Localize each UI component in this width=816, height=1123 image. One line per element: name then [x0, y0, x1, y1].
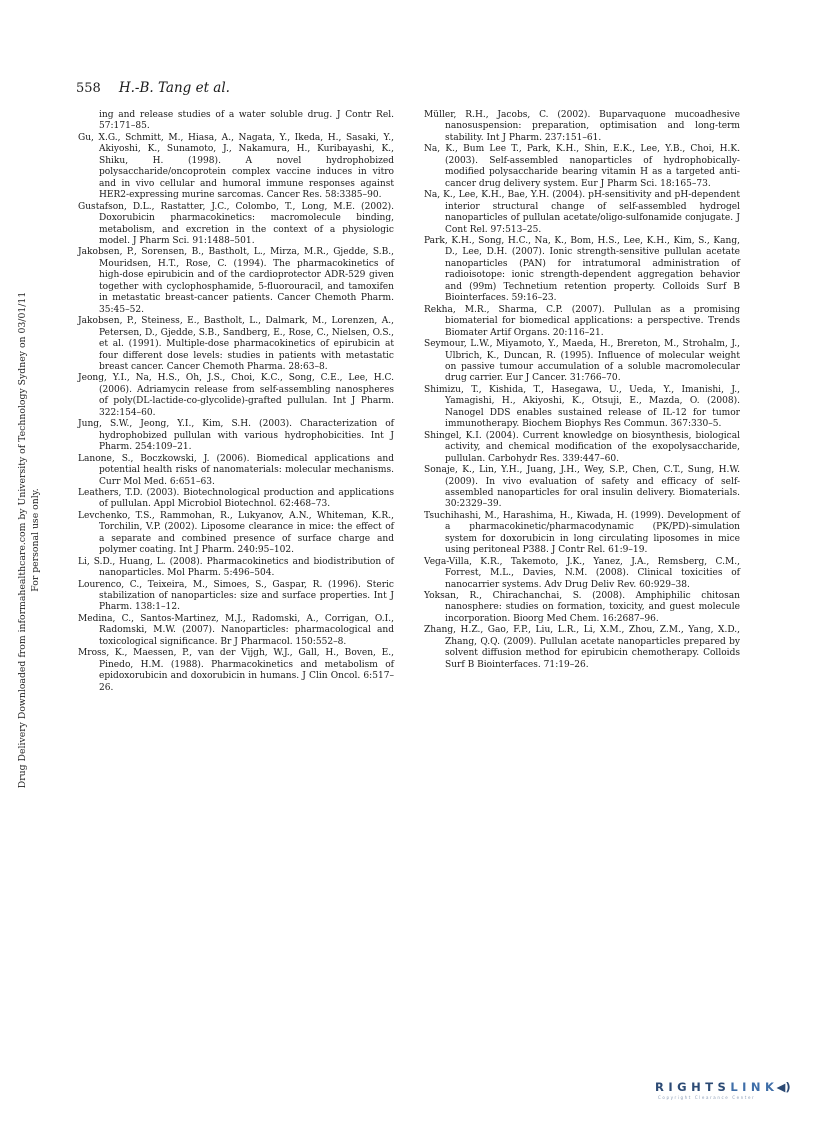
reference-entry: Na, K., Bum Lee T., Park, K.H., Shin, E.K., Lee, Y.B., Choi, H.K. (2003). Self-assembled nanoparticles of hydrophobically-modified polysaccharide bearing vitamin H as a targeted anti-cancer drug delivery system. Eur J Pharm Sci. 18:165–73.: [424, 144, 740, 189]
reference-entry: Gustafson, D.L., Rastatter, J.C., Colombo, T., Long, M.E. (2002). Doxorubicin pharmacokinetics: macromolecule binding, metabolism, and excretion in the context of a physiologic model. J Pharm Sci. 91:1488–501.: [78, 201, 394, 246]
running-authors: H.-B. Tang et al.: [118, 80, 230, 96]
reference-entry: Medina, C., Santos-Martinez, M.J., Radomski, A., Corrigan, O.I., Radomski, M.W. (2007). Nanoparticles: pharmacological and toxicological significance. Br J Pharmacol. 150:552–8.: [78, 613, 394, 647]
reference-entry: Leathers, T.D. (2003). Biotechnological production and applications of pullulan. Appl Microbiol Biotechnol. 62:468–73.: [78, 487, 394, 510]
reference-entry: Jeong, Y.I., Na, H.S., Oh, J.S., Choi, K.C., Song, C.E., Lee, H.C. (2006). Adriamycin release from self-assembling nanospheres of poly(DL-lactide-co-glycolide)-grafted pullulan. Int J Pharm. 322:154–60.: [78, 373, 394, 418]
references-left-column: [78, 110, 394, 694]
rightslink-tagline: Copyright Clearance Center: [658, 1095, 756, 1100]
page-number: 558: [76, 81, 101, 96]
reference-entry: Li, S.D., Huang, L. (2008). Pharmacokinetics and biodistribution of nanoparticles. Mol Pharm. 5:496–504.: [78, 556, 394, 579]
reference-entry: Shimizu, T., Kishida, T., Hasegawa, U., Ueda, Y., Imanishi, J., Yamagishi, H., Akiyoshi, K., Otsuji, E., Mazda, O. (2008). Nanogel DDS enables sustained release of IL-12 for tumor immunotherapy. Biochem Biophys Res Commun. 367:330–5.: [424, 384, 740, 430]
reference-entry: Rekha, M.R., Sharma, C.P. (2007). Pullulan as a promising biomaterial for biomedical applications: a perspective. Trends Biomater Artif Organs. 20:116–21.: [424, 304, 740, 338]
reference-entry: Yoksan, R., Chirachanchai, S. (2008). Amphiphilic chitosan nanosphere: studies on formation, toxicity, and guest molecule incorporation. Bioorg Med Chem. 16:2687–96.: [424, 591, 740, 624]
reference-entry: Jung, S.W., Jeong, Y.I., Kim, S.H. (2003). Characterization of hydrophobized pullulan with various hydrophobicities. Int J Pharm. 254:109–21.: [78, 419, 394, 453]
reference-entry: Zhang, H.Z., Gao, F.P., Liu, L.R., Li, X.M., Zhou, Z.M., Yang, X.D., Zhang, Q.Q. (2009). Pullulan acetate nanoparticles prepared by solvent diffusion method for epirubicin chemotherapy. Colloids Surf B Biointerfaces. 71:19–26.: [424, 625, 740, 670]
reference-entry: Müller, R.H., Jacobs, C. (2002). Buparvaquone mucoadhesive nanosuspension: preparation, optimisation and long-term stability. Int J Pharm. 237:151–61.: [424, 110, 740, 143]
download-watermark: [16, 275, 42, 805]
watermark-line-2: For personal use only.: [30, 488, 41, 592]
reference-entry: Na, K., Lee, K.H., Bae, Y.H. (2004). pH-sensitivity and pH-dependent interior structural change of self-assembled hydrogel nanoparticles of pullulan acetate/oligo-sulfonamide conjugate. J Cont Rel. 97:513–25.: [424, 190, 740, 235]
reference-entry: Shingel, K.I. (2004). Current knowledge on biosynthesis, biological activity, and chemical modification of the exopolysaccharide, pullulan. Carbohydr Res. 339:447–60.: [424, 430, 740, 464]
running-header: [76, 80, 230, 96]
reference-entry: Vega-Villa, K.R., Takemoto, J.K., Yanez, J.A., Remsberg, C.M., Forrest, M.L., Davies, N.M. (2008). Clinical toxicities of nanocarrier systems. Adv Drug Deliv Rev. 60:929–38.: [424, 556, 740, 590]
logo-link-text: LINK: [730, 1080, 779, 1094]
rightslink-logo[interactable]: [655, 1080, 791, 1094]
reference-entry: Seymour, L.W., Miyamoto, Y., Maeda, H., Brereton, M., Strohalm, J., Ulbrich, K., Duncan, R. (1995). Influence of molecular weight on passive tumour accumulation of a soluble macromolecular drug carrier. Eur J Cancer. 31:766–70.: [424, 339, 740, 384]
reference-entry: Park, K.H., Song, H.C., Na, K., Bom, H.S., Lee, K.H., Kim, S., Kang, D., Lee, D.H. (2007). Ionic strength-sensitive pullulan acetate nanoparticles (PAN) for intratumoral administration of radioisotope: ionic strength-dependent aggregation behavior and (99m) Technetium retention property. Colloids Surf B Biointerfaces. 59:16–23.: [424, 235, 740, 304]
reference-entry: ing and release studies of a water soluble drug. J Contr Rel. 57:171–85.: [99, 110, 394, 132]
reference-entry: Mross, K., Maessen, P., van der Vijgh, W.J., Gall, H., Boven, E., Pinedo, H.M. (1988). Pharmacokinetics and metabolism of epidoxorubicin and doxorubicin in humans. J Clin Oncol. 6:517–26.: [78, 648, 394, 693]
reference-entry: Lourenco, C., Teixeira, M., Simoes, S., Gaspar, R. (1996). Steric stabilization of nanoparticles: size and surface properties. Int J Pharm. 138:1–12.: [78, 579, 394, 613]
references-right-column: [424, 110, 740, 671]
reference-entry: Tsuchihashi, M., Harashima, H., Kiwada, H. (1999). Development of a pharmacokinetic/pharmacodynamic (PK/PD)-simulation system for doxorubicin in long circulating liposomes in mice using peritoneal P388. J Contr Rel. 61:9–19.: [424, 510, 740, 556]
rightslink-arrow-icon: ◀): [776, 1080, 791, 1094]
reference-entry: Gu, X.G., Schmitt, M., Hiasa, A., Nagata, Y., Ikeda, H., Sasaki, Y., Akiyoshi, K., Sunamoto, J., Nakamura, H., Kuribayashi, K., Shiku, H. (1998). A novel hydrophobized polysaccharide/oncoprotein complex vaccine induces in vitro and in vivo cellular and humoral immune responses against HER2-expressing murine sarcomas. Cancer Res. 58:3385–90.: [78, 132, 394, 201]
reference-entry: Jakobsen, P., Sorensen, B., Bastholt, L., Mirza, M.R., Gjedde, S.B., Mouridsen, H.T., Rose, C. (1994). The pharmacokinetics of high-dose epirubicin and of the cardioprotector ADR-529 given together with cyclophosphamide, 5-fluorouracil, and tamoxifen in metastatic breast-cancer patients. Cancer Chemoth Pharm. 35:45–52.: [78, 247, 394, 315]
watermark-line-1: Drug Delivery Downloaded from informahealthcare.com by University of Technology Sydney on 03/01/11: [17, 291, 28, 789]
reference-entry: Sonaje, K., Lin, Y.H., Juang, J.H., Wey, S.P., Chen, C.T., Sung, H.W. (2009). In vivo evaluation of safety and efficacy of self-assembled nanoparticles for oral insulin delivery. Biomaterials. 30:2329–39.: [424, 465, 740, 510]
reference-entry: Lanone, S., Boczkowski, J. (2006). Biomedical applications and potential health risks of nanomaterials: molecular mechanisms. Curr Mol Med. 6:651–63.: [78, 453, 394, 487]
logo-rights-text: RIGHTS: [655, 1080, 731, 1094]
reference-entry: Levchenko, T.S., Rammohan, R., Lukyanov, A.N., Whiteman, K.R., Torchilin, V.P. (2002). Liposome clearance in mice: the effect of a separate and combined presence of surface charge and polymer coating. Int J Pharm. 240:95–102.: [78, 510, 394, 556]
reference-entry: Jakobsen, P., Steiness, E., Bastholt, L., Dalmark, M., Lorenzen, A., Petersen, D., Gjedde, S.B., Sandberg, E., Rose, C., Nielsen, O.S., et al. (1991). Multiple-dose pharmacokinetics of epirubicin at four different dose levels: studies in patients with metastatic breast cancer. Cancer Chemoth Pharma. 28:63–8.: [78, 316, 394, 372]
